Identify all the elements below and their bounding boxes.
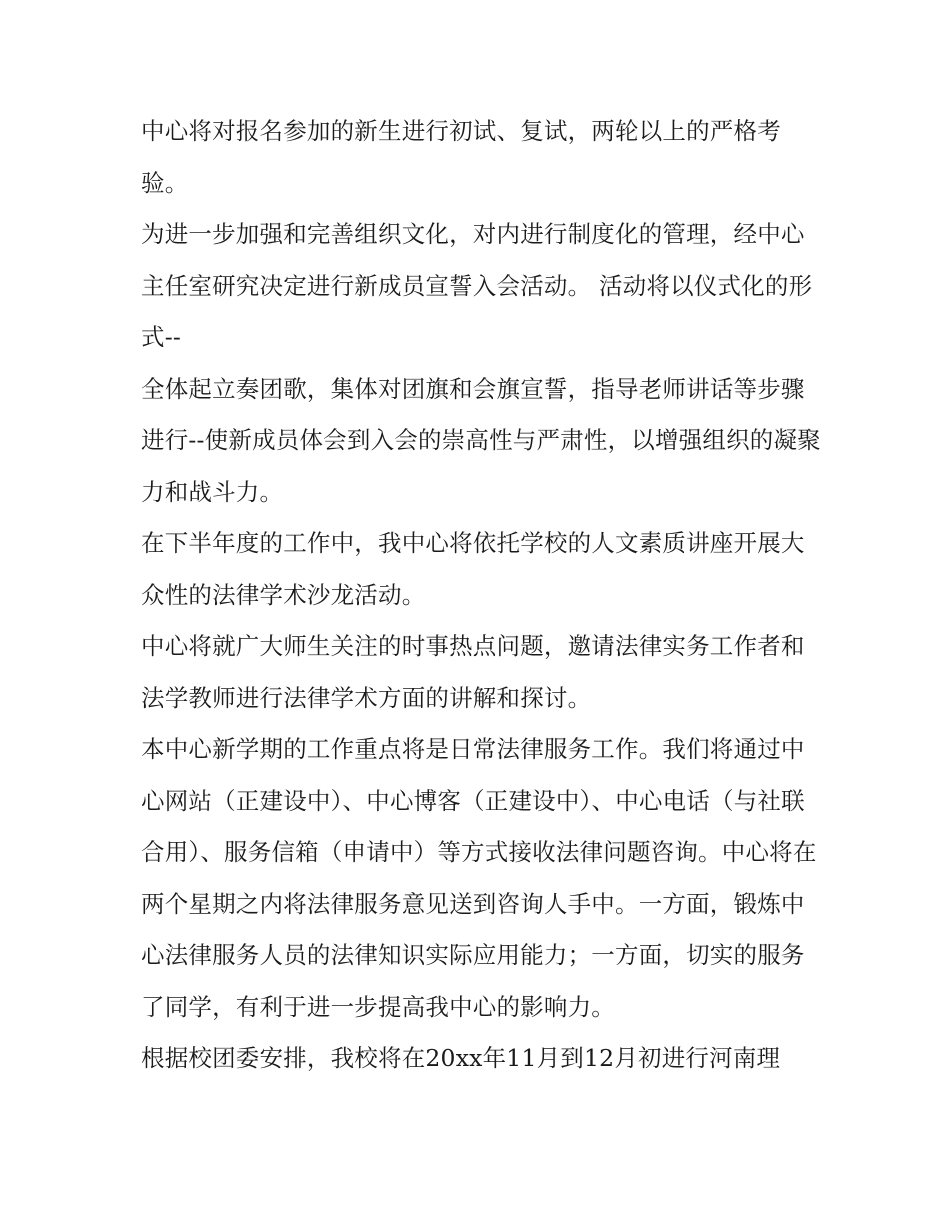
paragraph-1: 中心将对报名参加的新生进行初试、复试，两轮以上的严格考验。 [141,117,781,197]
paragraph-4: 在下半年度的工作中，我中心将依托学校的人文素质讲座开展大众性的法律学术沙龙活动。 [141,529,805,609]
paragraph-7: 根据校团委安排，我校将在20xx年11月到12月初进行河南理 [141,1044,781,1072]
paragraph-2: 为进一步加强和完善组织文化，对内进行制度化的管理，经中心主任室研究决定进行新成员宣誓入会活动。 活动将以仪式化的形式-- [141,220,813,351]
paragraph-3: 全体起立奏团歌，集体对团旗和会旗宣誓，指导老师讲话等步骤进行--使新成员体会到入会的崇高性与严肃性，以增强组织的凝聚力和战斗力。 [141,374,821,506]
document-body [141,106,821,1085]
paragraph-5: 中心将就广大师生关注的时事热点问题，邀请法律实务工作者和法学教师进行法律学术方面的讲解和探讨。 [141,632,805,712]
paragraph-6: 本中心新学期的工作重点将是日常法律服务工作。我们将通过中心网站（正建设中）、中心博客（正建设中）、中心电话（与社联合用）、服务信箱（申请中）等方式接收法律问题咨询。中心将在两个星期之内将法律服务意见送到咨询人手中。一方面，锻炼中心法律服务人员的法律知识实际应用能力；一方面，切实的服务了同学，有利于进一步提高我中心的影响力。 [141,735,817,1021]
